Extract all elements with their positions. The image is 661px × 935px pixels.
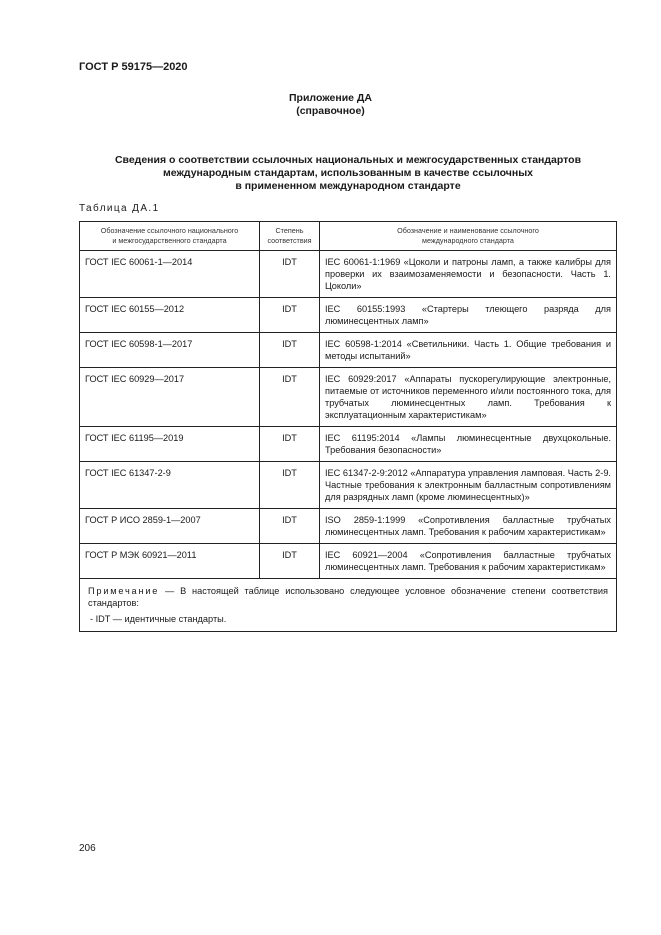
table-note-row	[80, 579, 617, 632]
header-degree	[260, 222, 320, 251]
heading-line: международным стандартам, использованным в качестве ссылочных	[162, 167, 533, 179]
header-line: и межгосударственного стандарта	[112, 236, 227, 245]
heading-line: Сведения о соответствии ссылочных национальных и межгосударственных стандартов	[114, 154, 582, 166]
annex-subtitle: (справочное)	[296, 105, 365, 117]
document-code: ГОСТ Р 59175—2020	[79, 61, 188, 73]
table-note	[80, 579, 617, 632]
international-standard-cell: IEC 61347-2-9:2012 «Аппаратура управления ламповая. Часть 2-9. Частные требования к электронным балластным сопротивлениям для разрядных ламп (кроме люминесцентных)»	[320, 462, 617, 509]
national-standard-cell: ГОСТ IEC 61347-2-9	[80, 462, 260, 509]
national-standard-cell: ГОСТ Р МЭК 60921—2011	[80, 544, 260, 579]
international-standard-cell: IEC 60929:2017 «Аппараты пускорегулирующие электронные, питаемые от источников переменного и/или постоянного тока, для трубчатых люминесцентных ламп. Требования к эксплуатационным характеристикам»	[320, 368, 617, 427]
note-label: Примечание	[88, 586, 160, 596]
national-standard-cell: ГОСТ IEC 60061-1—2014	[80, 251, 260, 298]
header-national-standard	[80, 222, 260, 251]
degree-cell: IDT	[260, 544, 320, 579]
international-standard-cell: IEC 60598-1:2014 «Светильники. Часть 1. Общие требования и методы испытаний»	[320, 333, 617, 368]
degree-cell: IDT	[260, 462, 320, 509]
international-standard-cell: IEC 61195:2014 «Лампы люминесцентные двухцокольные. Требования безопасности»	[320, 427, 617, 462]
annex-title-block	[0, 92, 661, 118]
international-standard-cell: IEC 60061-1:1969 «Цоколи и патроны ламп, а также калибры для проверки их взаимозаменяемости и безопасности. Часть 1. Цоколи»	[320, 251, 617, 298]
degree-cell: IDT	[260, 509, 320, 544]
table-caption: Таблица ДА.1	[79, 203, 160, 214]
table-row	[80, 333, 617, 368]
table-row	[80, 368, 617, 427]
degree-cell: IDT	[260, 427, 320, 462]
heading-line: в примененном международном стандарте	[235, 180, 461, 192]
header-line: международного стандарта	[422, 236, 514, 245]
degree-cell: IDT	[260, 298, 320, 333]
national-standard-cell: ГОСТ IEC 61195—2019	[80, 427, 260, 462]
note-line	[88, 585, 608, 609]
table-row	[80, 462, 617, 509]
table-row	[80, 509, 617, 544]
international-standard-cell: IEC 60155:1993 «Стартеры тлеющего разряда для люминесцентных ламп»	[320, 298, 617, 333]
table-row	[80, 298, 617, 333]
national-standard-cell: ГОСТ IEC 60598-1—2017	[80, 333, 260, 368]
header-international-standard	[320, 222, 617, 251]
correspondence-table	[79, 221, 617, 632]
degree-cell: IDT	[260, 333, 320, 368]
national-standard-cell: ГОСТ Р ИСО 2859-1—2007	[80, 509, 260, 544]
header-line: Обозначение ссылочного национального	[100, 226, 239, 235]
international-standard-cell: ISO 2859-1:1999 «Сопротивления балластные трубчатых люминесцентных ламп. Требования к рабочим характеристикам»	[320, 509, 617, 544]
note-item: - IDT — идентичные стандарты.	[90, 614, 227, 624]
header-line: Обозначение и наименование ссылочного	[397, 226, 539, 235]
international-standard-cell: IEC 60921—2004 «Сопротивления балластные трубчатых люминесцентных ламп. Требования к рабочим характеристикам»	[320, 544, 617, 579]
annex-title: Приложение ДА	[289, 92, 372, 104]
national-standard-cell: ГОСТ IEC 60929—2017	[80, 368, 260, 427]
header-line: Степень	[275, 226, 304, 235]
table-header-row	[80, 222, 617, 251]
degree-cell: IDT	[260, 368, 320, 427]
header-line: соответствия	[267, 236, 312, 245]
note-text: — В настоящей таблице использовано следующее условное обозначение степени соответствия стандартов:	[88, 586, 608, 608]
table-row	[80, 251, 617, 298]
table-row	[80, 427, 617, 462]
national-standard-cell: ГОСТ IEC 60155—2012	[80, 298, 260, 333]
page-number: 206	[79, 843, 96, 854]
table-row	[80, 544, 617, 579]
degree-cell: IDT	[260, 251, 320, 298]
section-heading	[79, 154, 617, 193]
